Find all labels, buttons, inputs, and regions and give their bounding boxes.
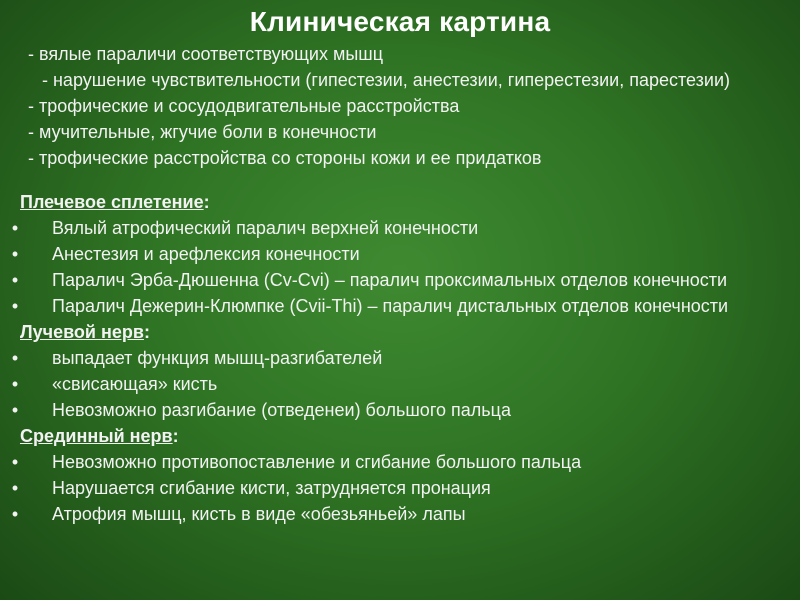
dash-list	[28, 44, 788, 174]
list-item	[11, 400, 790, 420]
list-item	[11, 452, 790, 472]
section-heading-radial-nerve	[20, 322, 790, 342]
bullet-icon: •	[11, 296, 19, 316]
list-item-text: Невозможно разгибание (отведенеи) большого пальца	[52, 400, 511, 420]
list-item-text: Паралич Эрба-Дюшенна (Cv-Cvi) – паралич проксимальных отделов конечности	[52, 270, 728, 290]
list-item	[11, 218, 790, 238]
section-heading-text: Плечевое сплетение	[20, 192, 204, 212]
sections	[11, 192, 790, 530]
list-item-text: Невозможно противопоставление и сгибание большого пальца	[52, 452, 582, 472]
bullet-icon: •	[11, 270, 19, 290]
bullet-icon: •	[11, 218, 19, 238]
bullet-icon: •	[11, 374, 19, 394]
list-item	[11, 478, 790, 498]
list-item	[11, 296, 790, 316]
bullet-icon: •	[11, 400, 19, 420]
bullet-icon: •	[11, 478, 19, 498]
list-item	[11, 270, 790, 290]
dash-item-pain: - мучительные, жгучие боли в конечности	[28, 122, 377, 142]
list-item	[11, 348, 790, 368]
section-heading-colon: :	[143, 322, 150, 342]
list-item-text: выпадает функция мышц-разгибателей	[52, 348, 383, 368]
section-heading-brachial-plexus	[20, 192, 790, 212]
bullet-icon: •	[11, 244, 19, 264]
list-item-text: Паралич Дежерин-Клюмпке (Cvii-Thi) – паралич дистальных отделов конечности	[52, 296, 729, 316]
section-heading-colon: :	[172, 426, 179, 446]
list-item-text: Анестезия и арефлексия конечности	[52, 244, 360, 264]
list-item-text: «свисающая» кисть	[52, 374, 218, 394]
list-item-text: Атрофия мышц, кисть в виде «обезьяньей» лапы	[52, 504, 466, 524]
section-heading-text: Лучевой нерв	[20, 322, 144, 342]
dash-item-paralysis: - вялые параличи соответствующих мышц	[28, 44, 384, 64]
bullet-icon: •	[11, 348, 19, 368]
list-item-text: Нарушается сгибание кисти, затрудняется пронация	[52, 478, 491, 498]
bullet-icon: •	[11, 452, 19, 472]
list-item	[11, 374, 790, 394]
list-item	[11, 244, 790, 264]
section-heading-text: Срединный нерв	[20, 426, 173, 446]
dash-item-skin-trophic: - трофические расстройства со стороны кожи и ее придатков	[28, 148, 542, 168]
dash-item-sensitivity: - нарушение чувствительности (гипестезии, анестезии, гиперестезии, парестезии)	[42, 70, 730, 90]
dash-item-trophic-vasomotor: - трофические и сосудодвигательные расстройства	[28, 96, 460, 116]
bullet-icon: •	[11, 504, 19, 524]
section-heading-colon: :	[203, 192, 210, 212]
list-item-text: Вялый атрофический паралич верхней конечности	[52, 218, 479, 238]
slide-title: Клиническая картина	[249, 6, 551, 37]
list-item	[11, 504, 790, 524]
section-heading-median-nerve	[20, 426, 790, 446]
